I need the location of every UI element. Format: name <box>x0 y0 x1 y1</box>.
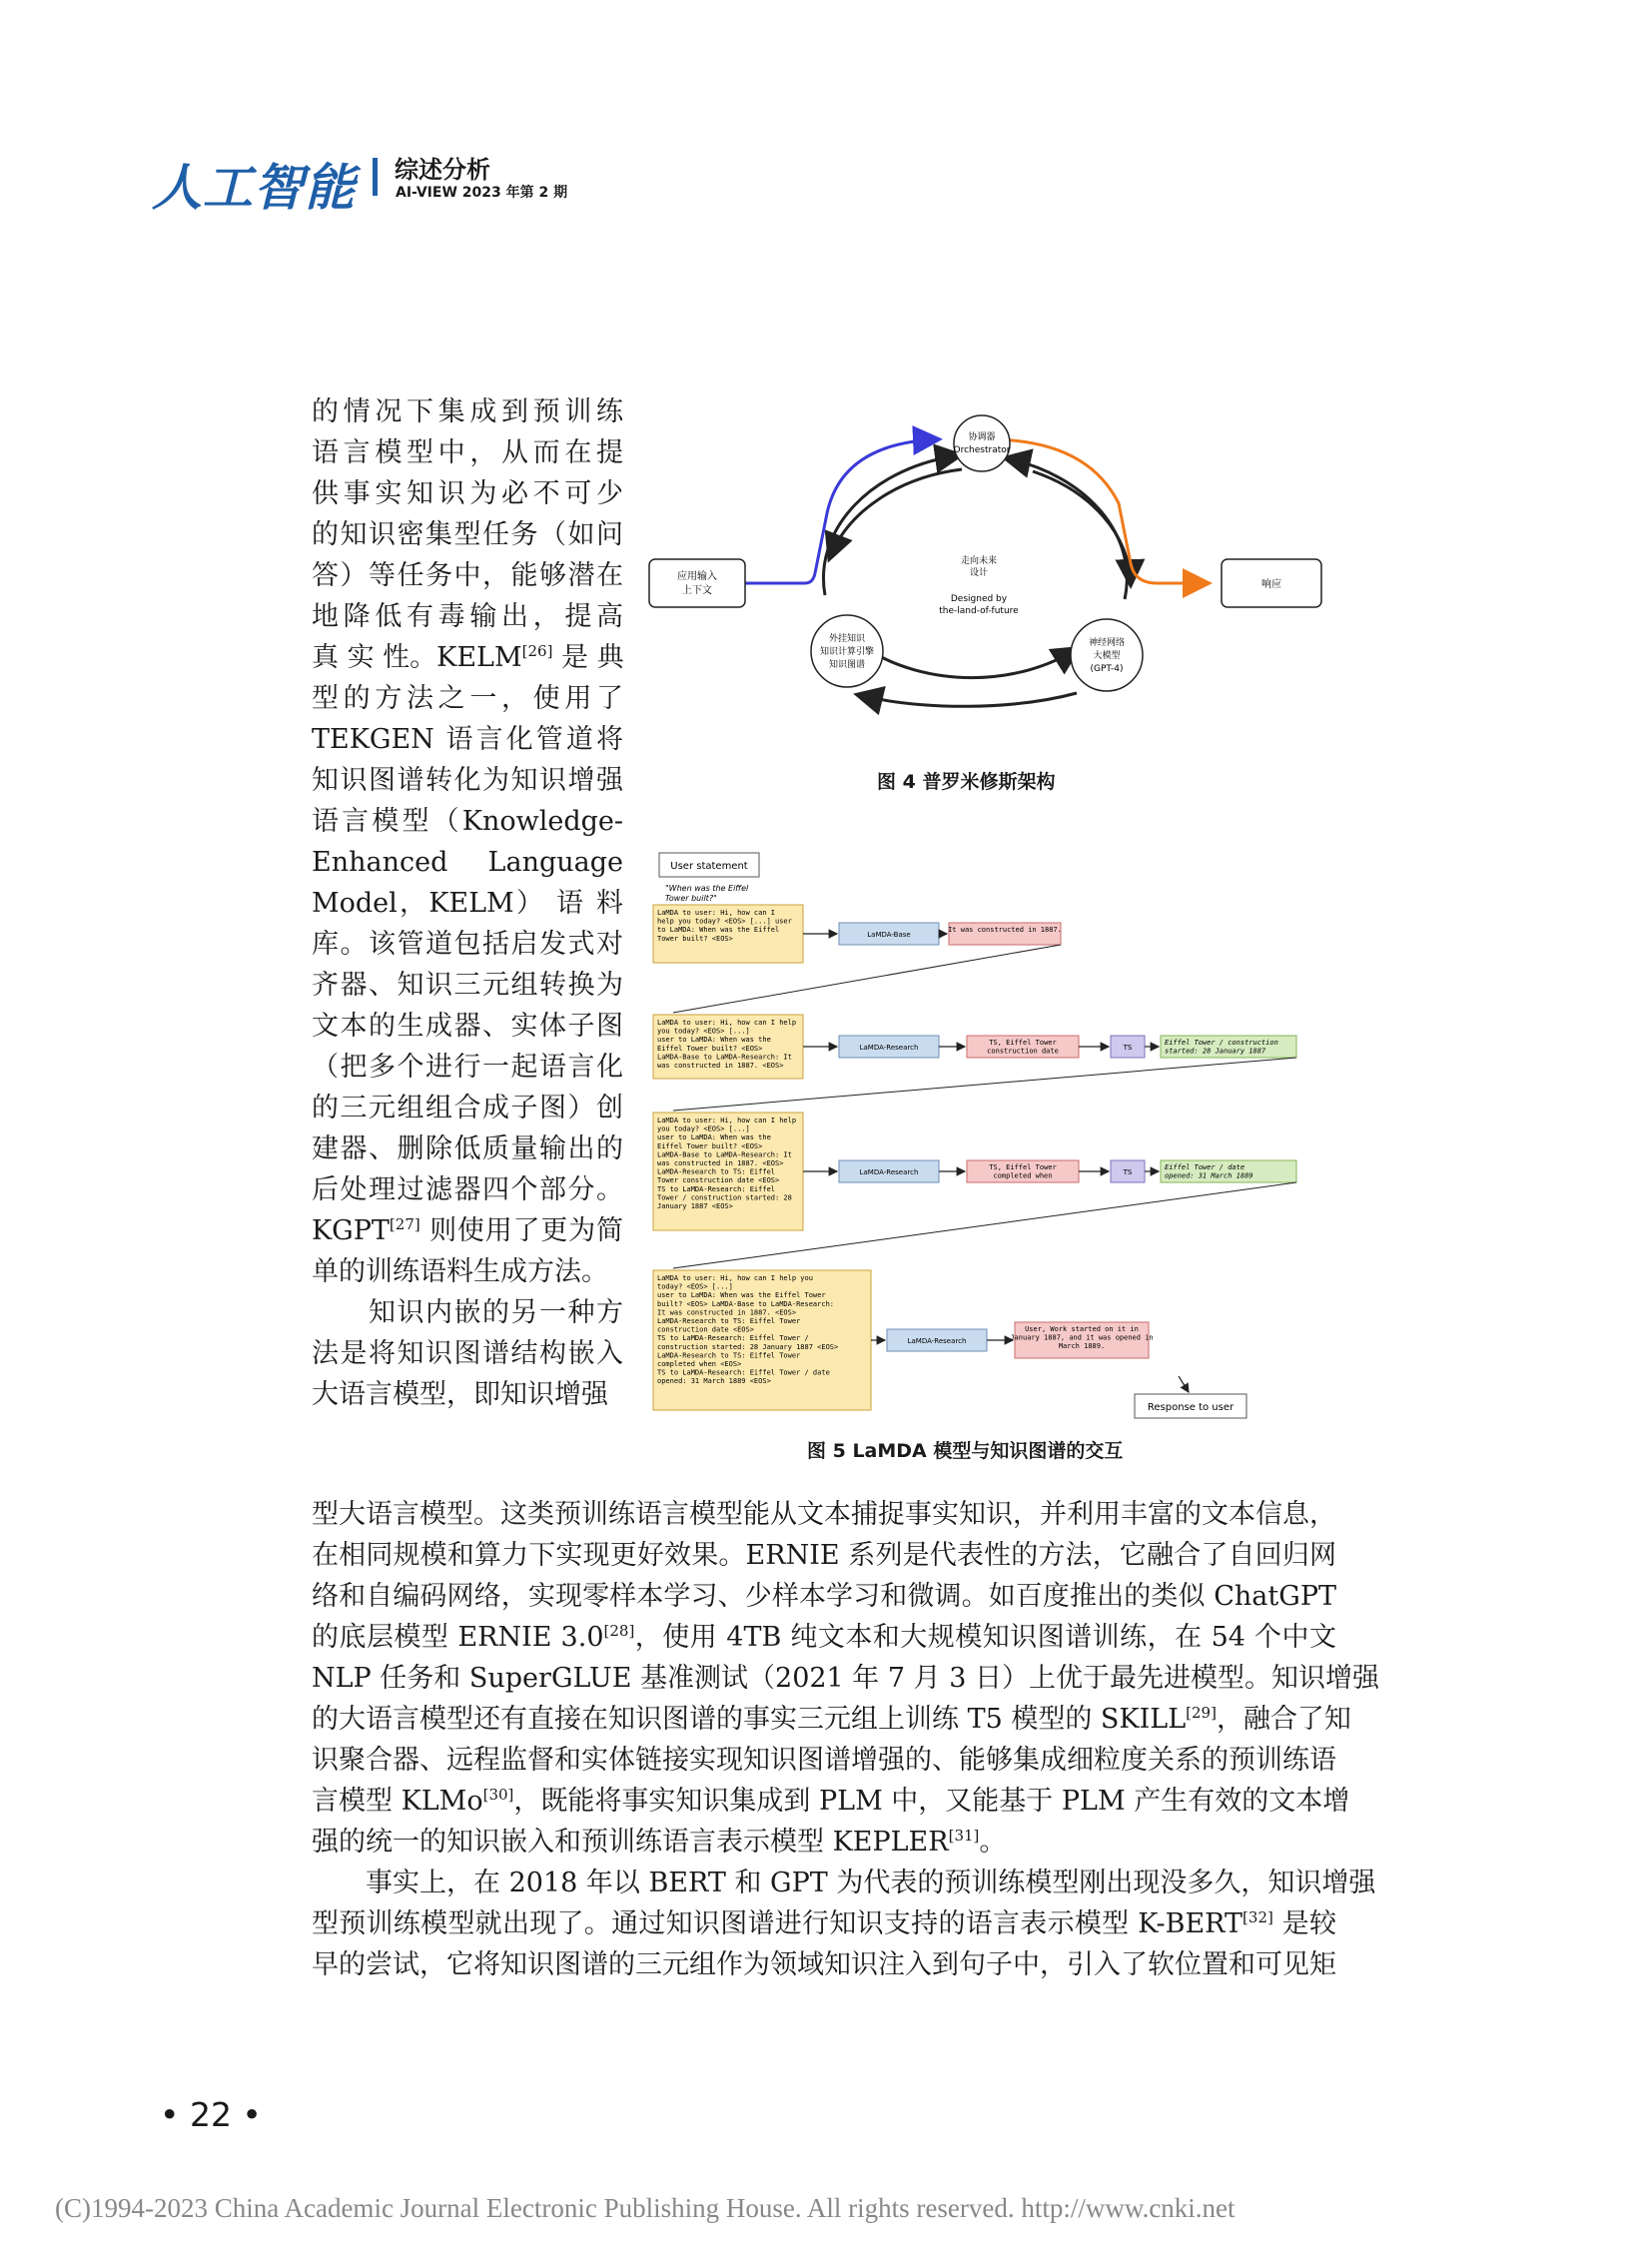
context-text: TS to LaMDA-Research: Eiffel Tower / <box>657 1334 809 1343</box>
ts-output-text: Eiffel Tower / date <box>1165 1163 1245 1171</box>
text-line: 答）等任务中，能够潜在 <box>312 560 623 591</box>
context-text: LaMDA-Research to TS: Eiffel Tower <box>657 1351 801 1360</box>
context-text: to LaMDA: When was the Eiffel <box>657 926 780 935</box>
model-label: LaMDA-Base <box>867 931 911 939</box>
llm-node-label: 神经网络 <box>1088 638 1126 648</box>
center-label: 设计 <box>969 568 989 578</box>
cycle-arrow <box>1007 458 1127 599</box>
context-text: LaMDA to user: Hi, how can I help you <box>657 1274 813 1282</box>
output-text: TS, Eiffel Tower <box>989 1163 1057 1171</box>
context-text: LaMDA-Base to LaMDA-Research: It <box>657 1053 792 1062</box>
journal-logo: 人工智能 <box>152 159 356 217</box>
context-text: TS to LaMDA-Research: Eiffel Tower / date <box>657 1368 830 1377</box>
cycle-arrow <box>830 469 962 557</box>
kg-node-label: 知识计算引擎 <box>819 647 875 657</box>
text-line: 识聚合器、远程监督和实体链接实现知识图谱增强的、能够集成细粒度关系的预训练语 <box>312 1745 1336 1776</box>
input-node <box>649 559 745 607</box>
text-line: 语言模型中，从而在提 <box>312 437 623 468</box>
figure-5-diagram <box>649 847 1338 1426</box>
text-line: 络和自编码网络，实现零样本学习、少样本学习和微调。如百度推出的类似 ChatGPT <box>312 1581 1336 1612</box>
context-text: completed when <EOS> <box>657 1360 742 1368</box>
context-text: you today? <EOS> [...] <box>657 1027 750 1036</box>
text-line: 文本的生成器、实体子图 <box>312 1011 623 1042</box>
figure-5-caption: 图 5 LaMDA 模型与知识图谱的交互 <box>807 1440 1124 1462</box>
text-line: 法是将知识图谱结构嵌入 <box>312 1338 623 1369</box>
kg-node-label: 外挂知识 <box>828 634 866 644</box>
center-label: the-land-of-future <box>939 606 1019 616</box>
ts-label: TS <box>1123 1168 1133 1176</box>
context-text: Tower built? <EOS> <box>657 934 733 943</box>
text-line: Enhanced Language <box>312 847 623 878</box>
text-line: 的底层模型 ERNIE 3.0[28]，使用 4TB 纯文本和大规模知识图谱训练，在 54 个中文 <box>312 1622 1336 1653</box>
context-text: Eiffel Tower built? <EOS> <box>657 1044 763 1053</box>
text-line: 语言模型（Knowledge- <box>312 806 623 837</box>
context-text: Eiffel Tower built? <EOS> <box>657 1141 763 1150</box>
text-line: 的情况下集成到预训练 <box>312 396 623 427</box>
text-line: 在相同规模和算力下实现更好效果。ERNIE 系列是代表性的方法，它融合了自回归网 <box>312 1540 1336 1571</box>
output-text: TS, Eiffel Tower <box>989 1039 1057 1047</box>
ts-label: TS <box>1123 1044 1133 1052</box>
context-text: construction started: 28 January 1887 <EOS> <box>657 1342 839 1351</box>
context-text: built? <EOS> LaMDA-Base to LaMDA-Research: <box>657 1299 835 1308</box>
orchestrator-node <box>954 415 1010 471</box>
ts-output-text: Eiffel Tower / construction <box>1165 1039 1278 1047</box>
page-number: • 22 • <box>160 2095 262 2134</box>
response-label: Response to user <box>1147 1402 1235 1413</box>
cycle-arrow <box>859 693 1077 706</box>
user-quote: "When was the Eiffel <box>665 884 749 893</box>
input-node-label: 上下文 <box>682 585 712 596</box>
user-statement-label: User statement <box>670 861 748 872</box>
context-text: user to LaMDA: When was the Eiffel Tower <box>657 1291 826 1300</box>
figure-4-caption: 图 4 普罗米修斯架构 <box>877 771 1056 793</box>
context-text: TS to LaMDA-Research: Eiffel <box>657 1184 776 1193</box>
orchestrator-label: Orchestrator <box>953 445 1011 455</box>
kg-node-label: 知识图谱 <box>828 660 866 670</box>
model-label: LaMDA-Research <box>859 1044 919 1052</box>
context-text: LaMDA to user: Hi, how can I <box>657 909 776 917</box>
context-text: LaMDA-Base to LaMDA-Research: It <box>657 1150 792 1159</box>
text-line: 型的方法之一，使用了 <box>312 683 623 714</box>
text-line: 言模型 KLMo[30]，既能将事实知识集成到 PLM 中，又能基于 PLM 产生有效的文本增 <box>312 1786 1350 1817</box>
llm-node-label: (GPT-4) <box>1090 664 1124 674</box>
text-line: 供事实知识为必不可少 <box>312 478 623 509</box>
user-quote: Tower built?" <box>665 894 717 903</box>
text-line: 库。该管道包括启发式对 <box>312 929 623 960</box>
text-line: 的三元组组合成子图）创 <box>312 1093 623 1123</box>
text-line: 建器、删除低质量输出的 <box>312 1133 623 1164</box>
text-line: 型大语言模型。这类预训练语言模型能从文本捕捉事实知识，并利用丰富的文本信息， <box>312 1499 1336 1530</box>
text-line: 真 实 性。KELM[26] 是 典 <box>312 642 624 673</box>
copyright-notice: (C)1994-2023 China Academic Journal Electronic Publishing House. All rights reserved. http://www.cnki.net <box>55 2193 1236 2223</box>
context-text: January 1887 <EOS> <box>657 1202 733 1210</box>
orchestrator-label: 协调器 <box>968 432 996 442</box>
context-text: Tower / construction started: 28 <box>657 1193 792 1202</box>
text-line: 后处理过滤器四个部分。 <box>312 1174 623 1205</box>
context-text: help you today? <EOS> [...] user <box>657 917 792 926</box>
text-line: 型预训练模型就出现了。通过知识图谱进行知识支持的语言表示模型 K-BERT[32] 是较 <box>312 1908 1336 1939</box>
center-label: Designed by <box>950 594 1008 604</box>
input-arrow <box>745 439 937 583</box>
ts-output-text: started: 28 January 1887 <box>1165 1047 1266 1056</box>
text-line: 早的尝试，它将知识图谱的三元组作为领域知识注入到句子中，引入了软位置和可见矩 <box>312 1949 1336 1980</box>
text-line: TEKGEN 语言化管道将 <box>312 724 623 755</box>
context-text: LaMDA-Research to TS: Eiffel <box>657 1167 776 1176</box>
ts-output-text: opened: 31 March 1889 <box>1165 1171 1253 1180</box>
llm-node-label: 大模型 <box>1093 651 1121 661</box>
text-line: 的大语言模型还有直接在知识图谱的事实三元组上训练 T5 模型的 SKILL[29]，融合了知 <box>312 1704 1351 1735</box>
context-text: was constructed in 1887. <EOS> <box>657 1159 784 1167</box>
text-line: 知识图谱转化为知识增强 <box>312 765 623 796</box>
text-line: 单的训练语料生成方法。 <box>312 1256 608 1287</box>
text-line: 的知识密集型任务（如问 <box>312 519 623 550</box>
output-text: construction date <box>987 1047 1059 1056</box>
response-arrow <box>1179 1376 1189 1392</box>
header-divider <box>373 158 378 196</box>
output-text: It was constructed in 1887. <box>948 926 1062 934</box>
output-text: completed when <box>993 1171 1053 1180</box>
text-line: 齐器、知识三元组转换为 <box>312 970 623 1001</box>
context-text: LaMDA to user: Hi, how can I help <box>657 1117 797 1124</box>
figure-4-diagram <box>637 403 1336 753</box>
text-line: （把多个进行一起语言化 <box>312 1052 623 1083</box>
issue-label: AI-VIEW 2023 年第 2 期 <box>396 185 568 201</box>
context-text: user to LaMDA: When was the <box>657 1036 771 1045</box>
context-text: Tower construction date <EOS> <box>657 1176 780 1185</box>
output-text: January 1887, and it was opened in <box>1010 1333 1154 1342</box>
context-text: today? <EOS> [...] <box>657 1282 733 1291</box>
context-text: was constructed in 1887. <EOS> <box>657 1062 784 1070</box>
context-text: It was constructed in 1887. <EOS> <box>657 1308 797 1317</box>
output-text: March 1889. <box>1058 1342 1106 1351</box>
model-label: LaMDA-Research <box>859 1168 919 1176</box>
text-line: 大语言模型，即知识增强 <box>312 1379 608 1410</box>
text-line: 强的统一的知识嵌入和预训练语言表示模型 KEPLER[31]。 <box>312 1827 1007 1858</box>
text-line: 事实上，在 2018 年以 BERT 和 GPT 为代表的预训练模型刚出现没多久，知识增强 <box>312 1868 1376 1898</box>
text-line: 地降低有毒输出，提高 <box>312 601 623 632</box>
context-text: LaMDA-Research to TS: Eiffel Tower <box>657 1317 801 1325</box>
output-text: User, Work started on it in <box>1025 1325 1139 1333</box>
text-line: Model，KELM） 语 料 <box>312 888 623 919</box>
text-line: KGPT[27] 则使用了更为简 <box>312 1215 623 1246</box>
text-line: NLP 任务和 SuperGLUE 基准测试（2021 年 7 月 3 日）上优于最先进模型。知识增强 <box>312 1663 1379 1694</box>
context-text: user to LaMDA: When was the <box>657 1133 771 1142</box>
model-label: LaMDA-Research <box>907 1337 967 1345</box>
text-line: 知识内嵌的另一种方 <box>312 1297 623 1328</box>
center-label: 走向未来 <box>960 556 998 566</box>
cycle-arrow <box>867 649 1077 678</box>
context-text: you today? <EOS> [...] <box>657 1124 750 1133</box>
section-title: 综述分析 <box>395 156 490 184</box>
context-text: construction date <EOS> <box>657 1325 754 1334</box>
output-node-label: 响应 <box>1261 579 1281 590</box>
cycle-arrow <box>1033 471 1131 583</box>
context-text: LaMDA to user: Hi, how can I help <box>657 1019 797 1027</box>
input-node-label: 应用输入 <box>677 571 717 582</box>
context-text: opened: 31 March 1889 <EOS> <box>657 1377 771 1386</box>
